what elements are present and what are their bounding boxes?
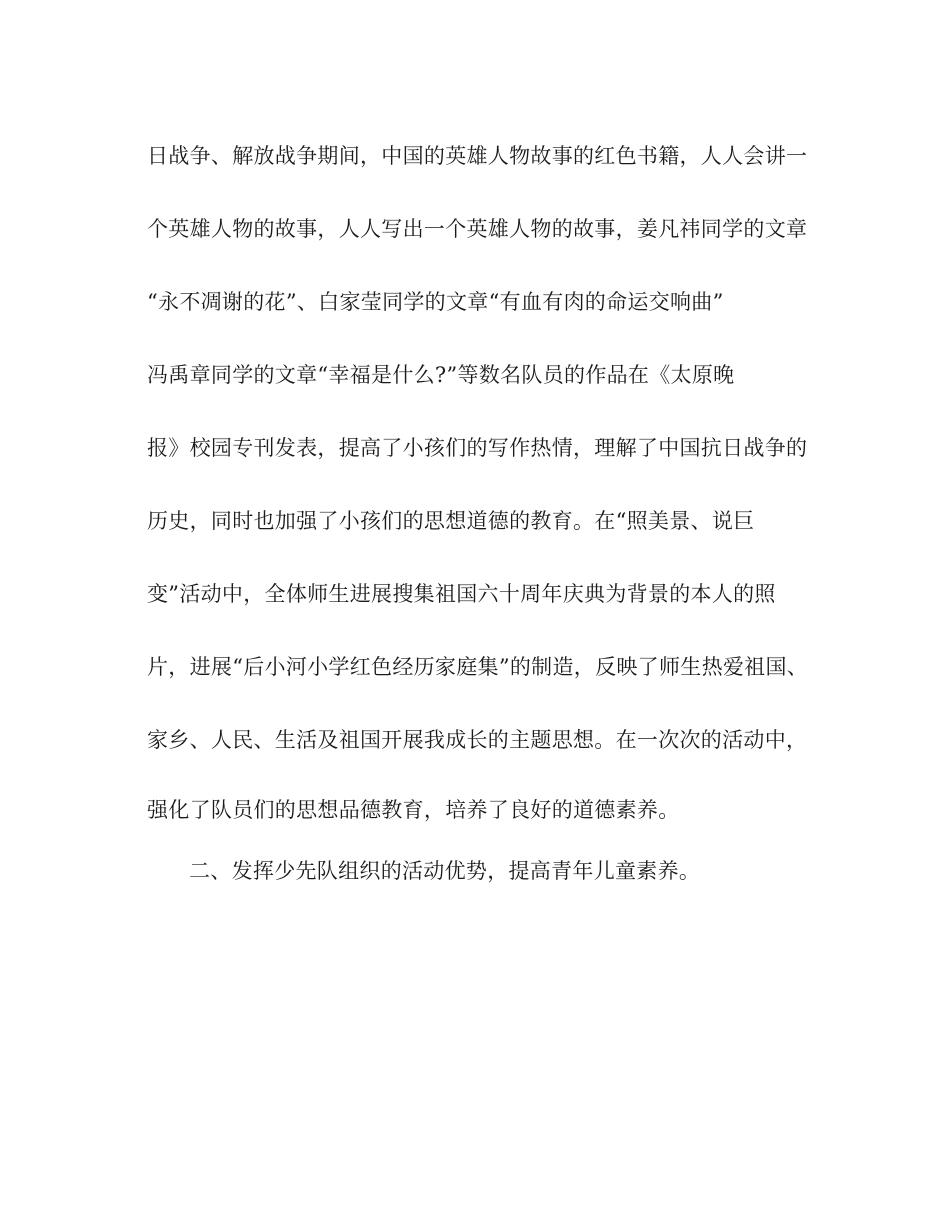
paragraph-line: 强化了队员们的思想品德教育，培养了良好的道德素养。: [147, 798, 680, 822]
paragraph-line: 片，进展“后小河小学红色经历家庭集”的制造，反映了师生热爱祖国、: [147, 655, 809, 679]
paragraph-line: “永不凋谢的花”、白家莹同学的文章“有血有肉的命运交响曲”: [147, 290, 724, 314]
paragraph-line: 个英雄人物的故事，人人写出一个英雄人物的故事，姜凡祎同学的文章: [147, 217, 808, 241]
paragraph-line: 变”活动中，全体师生进展搜集祖国六十周年庆典为背景的本人的照: [147, 582, 776, 606]
paragraph-line: 历史，同时也加强了小孩们的思想道德的教育。在“照美景、说巨: [147, 509, 755, 533]
section-heading: 二、发挥少先队组织的活动优势，提高青年儿童素养。: [189, 859, 701, 883]
paragraph-line: 报》校园专刊发表，提高了小孩们的写作热情，理解了中国抗日战争的: [147, 436, 808, 460]
paragraph-line: 冯禹章同学的文章“幸福是什么?”等数名队员的作品在《太原晚: [147, 363, 735, 387]
paragraph-line: 日战争、解放战争期间，中国的英雄人物故事的红色书籍，人人会讲一: [147, 144, 808, 168]
paragraph-line: 家乡、人民、生活及祖国开展我成长的主题思想。在一次次的活动中，: [147, 728, 808, 752]
